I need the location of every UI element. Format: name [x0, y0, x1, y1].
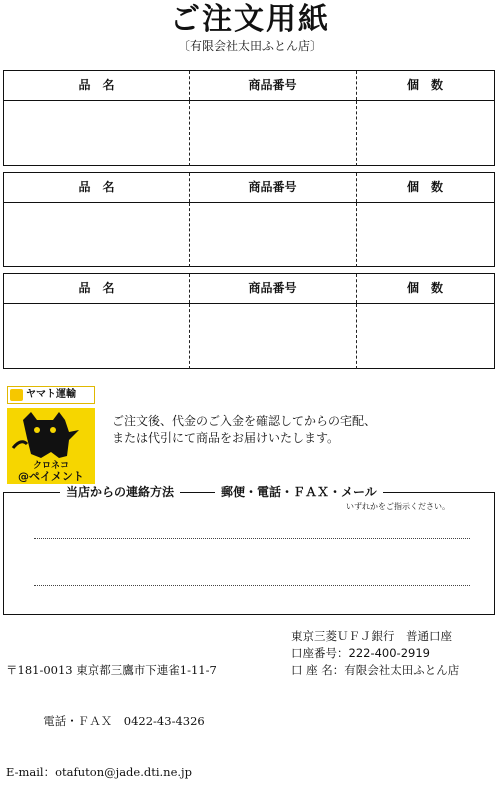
- column-product-name: 品 名: [78, 78, 115, 92]
- bank-name: 東京三菱ＵＦＪ銀行 普通口座: [291, 629, 452, 643]
- order-entry-row[interactable]: [4, 304, 494, 369]
- form-title: ご注文用紙: [170, 2, 330, 37]
- shop-name: 〔有限会社太田ふとん店〕: [177, 39, 322, 53]
- phone-fax: 電話・ＦＡＸ 0422-43-4326: [43, 714, 205, 728]
- account-name: 口 座 名：有限会社太田ふとん店: [291, 663, 460, 677]
- order-entry-row[interactable]: [4, 203, 494, 267]
- payment-notice: ご注文後、代金のご入金を確認してからの宅配、 または代引にて商品をお届けいたします。: [112, 414, 377, 445]
- account-number: 口座番号：222-400-2919: [291, 646, 430, 660]
- write-line: [34, 538, 470, 539]
- contact-method-note: いずれかをご指示ください。: [346, 502, 450, 511]
- order-table: [3, 172, 495, 267]
- cat-icon: [10, 389, 23, 401]
- bank-info-block: [291, 628, 459, 679]
- email-address: E-mail：otafuton@jade.dti.ne.jp: [6, 765, 192, 779]
- write-line: [34, 585, 470, 586]
- order-table-header: [4, 274, 494, 304]
- contact-method-heading: 当店からの連絡方法: [60, 484, 180, 500]
- yamato-logo: ヤマト運輸: [7, 386, 95, 404]
- column-product-number: 商品番号: [248, 180, 297, 194]
- column-product-number: 商品番号: [248, 78, 297, 92]
- order-table-header: [4, 173, 494, 203]
- column-quantity: 個 数: [406, 180, 443, 194]
- kuroneko-label: クロネコ: [32, 461, 70, 471]
- column-product-name: 品 名: [78, 281, 115, 295]
- order-table-header: [4, 71, 494, 101]
- order-table: [3, 273, 495, 369]
- column-product-number: 商品番号: [248, 281, 297, 295]
- black-cat-icon: [7, 408, 95, 484]
- column-product-name: 品 名: [78, 180, 115, 194]
- column-quantity: 個 数: [406, 78, 443, 92]
- order-entry-row[interactable]: [4, 101, 494, 166]
- postal-address: 〒181-0013 東京都三鷹市下連雀1-11-7: [6, 663, 217, 677]
- contact-method-options: 郵便・電話・ＦＡＸ・メール: [215, 484, 383, 500]
- column-quantity: 個 数: [406, 281, 443, 295]
- payment-label: @ペイメント: [18, 470, 84, 483]
- kuroneko-payment-logo: [7, 408, 95, 484]
- shop-address-block: [6, 628, 242, 798]
- order-table: [3, 70, 495, 166]
